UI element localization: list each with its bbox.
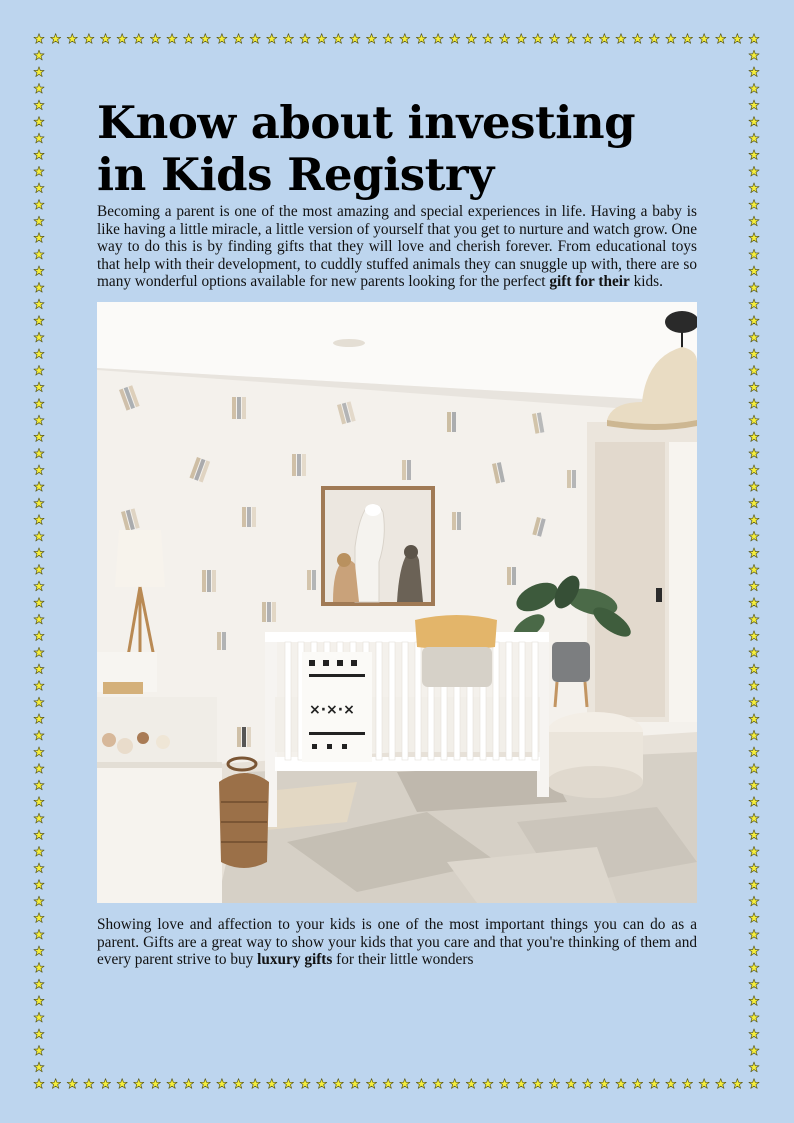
star-icon <box>599 1079 609 1089</box>
star-icon <box>749 946 759 956</box>
star-icon <box>167 1079 177 1089</box>
star-icon <box>34 979 44 989</box>
star-icon <box>749 100 759 110</box>
star-icon <box>716 1079 726 1089</box>
crib-slat <box>402 642 408 760</box>
star-icon <box>749 67 759 77</box>
star-icon <box>34 614 44 624</box>
star-icon <box>749 913 759 923</box>
star-icon <box>34 415 44 425</box>
star-icon <box>749 415 759 425</box>
star-icon <box>433 1079 443 1089</box>
star-icon <box>749 1045 759 1055</box>
star-icon <box>749 316 759 326</box>
star-icon <box>34 432 44 442</box>
star-icon <box>34 697 44 707</box>
star-icon <box>117 34 127 44</box>
star-icon <box>317 1079 327 1089</box>
star-icon <box>150 34 160 44</box>
star-icon <box>749 249 759 259</box>
star-icon <box>633 34 643 44</box>
star-icon <box>300 1079 310 1089</box>
star-icon <box>749 813 759 823</box>
star-icon <box>100 1079 110 1089</box>
star-icon <box>749 432 759 442</box>
star-icon <box>34 382 44 392</box>
intro-paragraph <box>97 203 697 291</box>
star-icon <box>366 1079 376 1089</box>
star-icon <box>34 996 44 1006</box>
star-icon <box>34 34 44 44</box>
star-icon <box>34 647 44 657</box>
intro-text-start: Becoming a parent is one of the most amazing and special experiences in life. Having a baby is like having a little miracle, a little version of yourself that you get to nurture and watch grow. One way to do this is by finding gifts that they will love and cherish forever. From educational toys that help with their development, to cuddly stuffed animals they can snuggle up with, there are so many wonderful options available for new parents looking for the perfect <box>97 203 697 291</box>
star-icon <box>184 34 194 44</box>
star-icon <box>34 266 44 276</box>
star-icon <box>749 896 759 906</box>
star-icon <box>749 697 759 707</box>
star-icon <box>300 34 310 44</box>
star-icon <box>749 1062 759 1072</box>
star-icon <box>317 34 327 44</box>
star-icon <box>749 382 759 392</box>
star-icon <box>749 349 759 359</box>
svg-text:×·×·×: ×·×·× <box>309 701 355 718</box>
star-icon <box>267 1079 277 1089</box>
crib-slat <box>506 642 512 760</box>
nursery-photo <box>97 302 697 903</box>
star-icon <box>450 1079 460 1089</box>
star-icon <box>616 34 626 44</box>
star-icon <box>34 498 44 508</box>
star-icon <box>749 216 759 226</box>
star-icon <box>749 979 759 989</box>
second-keyword-link: luxury gifts <box>257 951 333 969</box>
star-icon <box>134 34 144 44</box>
star-icon <box>649 34 659 44</box>
star-icon <box>34 896 44 906</box>
star-icon <box>283 34 293 44</box>
star-icon <box>682 34 692 44</box>
star-icon <box>749 647 759 657</box>
star-icon <box>749 598 759 608</box>
star-icon <box>34 863 44 873</box>
star-icon <box>34 730 44 740</box>
crib-slat <box>532 642 538 760</box>
star-icon <box>666 1079 676 1089</box>
star-icon <box>67 1079 77 1089</box>
star-icon <box>217 1079 227 1089</box>
star-icon <box>749 166 759 176</box>
star-icon <box>699 1079 709 1089</box>
star-icon <box>34 117 44 127</box>
star-icon <box>34 548 44 558</box>
star-icon <box>599 34 609 44</box>
star-icon <box>566 1079 576 1089</box>
star-icon <box>34 946 44 956</box>
star-icon <box>416 1079 426 1089</box>
star-icon <box>749 996 759 1006</box>
second-paragraph <box>97 916 697 969</box>
star-icon <box>333 1079 343 1089</box>
star-icon <box>51 34 61 44</box>
intro-keyword-link: gift for their <box>549 273 630 291</box>
star-icon <box>34 714 44 724</box>
star-icon <box>34 598 44 608</box>
star-icon <box>616 1079 626 1089</box>
star-icon <box>749 481 759 491</box>
star-icon <box>633 1079 643 1089</box>
star-icon <box>34 299 44 309</box>
star-icon <box>749 929 759 939</box>
star-icon <box>34 365 44 375</box>
star-icon <box>749 747 759 757</box>
star-icon <box>200 34 210 44</box>
star-icon <box>34 813 44 823</box>
star-icon <box>34 1045 44 1055</box>
star-icon <box>749 962 759 972</box>
star-icon <box>250 34 260 44</box>
star-icon <box>34 50 44 60</box>
star-icon <box>749 117 759 127</box>
star-icon <box>749 730 759 740</box>
star-icon <box>383 34 393 44</box>
star-icon <box>383 1079 393 1089</box>
star-icon <box>749 797 759 807</box>
star-icon <box>749 266 759 276</box>
crib-slat <box>376 642 382 760</box>
star-icon <box>350 34 360 44</box>
star-icon <box>34 216 44 226</box>
star-icon <box>749 199 759 209</box>
star-icon <box>34 564 44 574</box>
star-icon <box>134 1079 144 1089</box>
star-icon <box>34 929 44 939</box>
star-icon <box>34 531 44 541</box>
star-icon <box>34 797 44 807</box>
star-icon <box>333 34 343 44</box>
second-text-end: for their little wonders <box>332 951 474 969</box>
intro-text-end: kids. <box>629 273 663 291</box>
star-icon <box>749 150 759 160</box>
star-icon <box>749 50 759 60</box>
star-icon <box>749 681 759 691</box>
star-icon <box>549 1079 559 1089</box>
star-icon <box>749 399 759 409</box>
star-icon <box>34 515 44 525</box>
star-icon <box>34 67 44 77</box>
star-icon <box>499 1079 509 1089</box>
star-icon <box>416 34 426 44</box>
star-icon <box>84 34 94 44</box>
star-icon <box>749 763 759 773</box>
star-icon <box>483 1079 493 1089</box>
star-icon <box>167 34 177 44</box>
star-icon <box>682 1079 692 1089</box>
star-icon <box>749 664 759 674</box>
star-icon <box>34 183 44 193</box>
star-icon <box>34 913 44 923</box>
star-icon <box>217 34 227 44</box>
star-icon <box>749 365 759 375</box>
star-icon <box>749 448 759 458</box>
star-icon <box>34 763 44 773</box>
star-icon <box>466 34 476 44</box>
star-icon <box>34 664 44 674</box>
article <box>97 97 697 969</box>
star-icon <box>749 631 759 641</box>
star-icon <box>250 1079 260 1089</box>
star-icon <box>749 133 759 143</box>
star-icon <box>34 631 44 641</box>
star-icon <box>233 1079 243 1089</box>
crib-slat <box>493 642 499 760</box>
star-icon <box>533 34 543 44</box>
star-icon <box>749 846 759 856</box>
star-icon <box>100 34 110 44</box>
star-icon <box>34 233 44 243</box>
star-icon <box>749 1079 759 1089</box>
star-icon <box>749 564 759 574</box>
star-icon <box>533 1079 543 1089</box>
star-icon <box>749 282 759 292</box>
star-icon <box>749 581 759 591</box>
star-icon <box>716 34 726 44</box>
star-icon <box>34 282 44 292</box>
star-icon <box>267 34 277 44</box>
star-icon <box>34 1062 44 1072</box>
star-icon <box>34 166 44 176</box>
star-icon <box>400 1079 410 1089</box>
star-icon <box>749 233 759 243</box>
star-icon <box>699 34 709 44</box>
star-icon <box>34 83 44 93</box>
star-icon <box>450 34 460 44</box>
star-icon <box>649 1079 659 1089</box>
star-icon <box>583 1079 593 1089</box>
star-icon <box>34 399 44 409</box>
star-icon <box>749 1012 759 1022</box>
star-icon <box>34 448 44 458</box>
star-icon <box>34 100 44 110</box>
star-icon <box>749 332 759 342</box>
star-icon <box>749 614 759 624</box>
star-icon <box>34 332 44 342</box>
star-icon <box>350 1079 360 1089</box>
star-icon <box>400 34 410 44</box>
star-icon <box>749 498 759 508</box>
star-icon <box>499 34 509 44</box>
page-title: Know about investing in Kids Registry <box>97 96 636 201</box>
star-icon <box>749 299 759 309</box>
star-icon <box>184 1079 194 1089</box>
star-icon <box>749 1029 759 1039</box>
star-icon <box>34 249 44 259</box>
crib-slat <box>519 642 525 760</box>
star-icon <box>483 34 493 44</box>
star-icon <box>67 34 77 44</box>
star-icon <box>749 830 759 840</box>
star-icon <box>749 780 759 790</box>
star-icon <box>34 846 44 856</box>
star-icon <box>34 481 44 491</box>
crib-slat <box>285 642 291 760</box>
star-icon <box>466 1079 476 1089</box>
star-icon <box>34 133 44 143</box>
star-icon <box>666 34 676 44</box>
star-icon <box>117 1079 127 1089</box>
star-icon <box>366 34 376 44</box>
star-icon <box>84 1079 94 1089</box>
star-icon <box>749 548 759 558</box>
star-icon <box>150 1079 160 1089</box>
star-icon <box>34 1079 44 1089</box>
star-icon <box>749 515 759 525</box>
star-icon <box>51 1079 61 1089</box>
star-icon <box>749 863 759 873</box>
star-icon <box>583 34 593 44</box>
star-icon <box>516 1079 526 1089</box>
star-icon <box>283 1079 293 1089</box>
star-icon <box>34 780 44 790</box>
star-icon <box>200 1079 210 1089</box>
star-icon <box>549 34 559 44</box>
star-icon <box>34 199 44 209</box>
star-icon <box>516 34 526 44</box>
star-icon <box>749 83 759 93</box>
star-icon <box>34 581 44 591</box>
star-icon <box>34 150 44 160</box>
star-icon <box>749 183 759 193</box>
second-text-start: Showing love and affection to your kids is one of the most important things you can do as a parent. Gifts are a great way to show your kids that you care and that you're thinking of them and every parent strive to buy <box>97 915 697 969</box>
star-icon <box>749 880 759 890</box>
star-icon <box>749 531 759 541</box>
star-icon <box>749 465 759 475</box>
star-icon <box>732 1079 742 1089</box>
star-icon <box>34 681 44 691</box>
crib-slat <box>415 642 421 760</box>
star-icon <box>34 465 44 475</box>
crib-slat <box>389 642 395 760</box>
star-icon <box>34 349 44 359</box>
star-icon <box>34 1029 44 1039</box>
star-icon <box>34 830 44 840</box>
star-icon <box>433 34 443 44</box>
star-icon <box>34 316 44 326</box>
star-icon <box>34 1012 44 1022</box>
star-icon <box>34 962 44 972</box>
star-icon <box>566 34 576 44</box>
star-icon <box>749 714 759 724</box>
star-icon <box>34 747 44 757</box>
star-icon <box>34 880 44 890</box>
star-icon <box>732 34 742 44</box>
star-icon <box>233 34 243 44</box>
star-icon <box>749 34 759 44</box>
